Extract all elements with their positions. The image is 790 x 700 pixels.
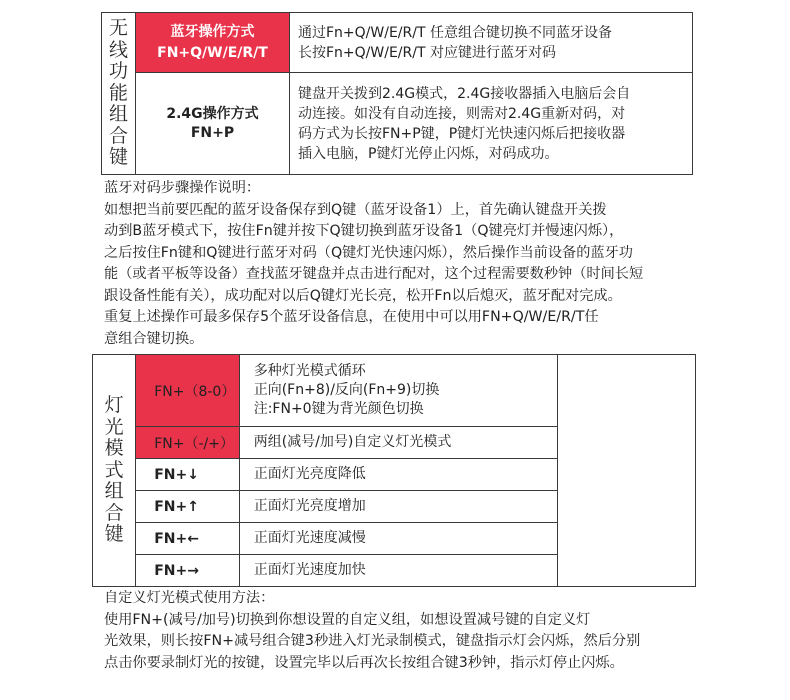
brightness-down-key: FN+↓ [136,459,240,491]
pairing-heading: 蓝牙对码步骤操作说明： [104,180,261,196]
24g-mode-title: 2.4G操作方式 [166,105,259,122]
24g-mode-key-cell [136,73,290,175]
wireless-function-table [101,12,693,175]
bluetooth-mode-combo: FN+Q/W/E/R/T [157,44,268,61]
custom-light-group-key: FN+（-/+） [136,427,240,459]
brightness-up-key: FN+↑ [136,491,240,523]
custom-lighting-instructions: 自定义灯光模式使用方法： 使用FN+(减号/加号)切换到你想设置的自定义组，如想设置减号键的自定义灯 光效果，则长按FN+减号组合键3秒进入灯光录制模式，键盘指示灯会闪烁，然后分别 点击你要录制灯光的按键，设置完毕以后再次长按组合键3秒钟，指示灯停止闪烁。 [104,590,641,671]
brightness-up-description: 正面灯光亮度增加 [239,491,558,523]
speed-down-description: 正面灯光速度减慢 [239,523,558,555]
lighting-blank-column [558,355,696,587]
wireless-side-label: 无 线 功 能 组 合 键 [102,13,136,175]
custom-lighting-heading: 自定义灯光模式使用方法： [104,590,275,606]
24g-mode-description: 键盘开关拨到2.4G模式，2.4G接收器插入电脑后会自 动连接。如没有自动连接，则需对2.4G重新对码，对 码方式为长按FN+P键，P键灯光快速闪烁后把接收器 插入电脑，P键灯光停止闪烁，对码成功。 [290,73,693,175]
lighting-side-label: 灯 光 模 式 组 合 键 [93,355,136,587]
bluetooth-mode-key-cell [136,13,290,73]
bluetooth-mode-title: 蓝牙操作方式 [170,23,255,40]
speed-down-key: FN+← [136,523,240,555]
brightness-down-description: 正面灯光亮度降低 [239,459,558,491]
24g-mode-combo: FN+P [190,124,235,141]
speed-up-description: 正面灯光速度加快 [239,555,558,587]
bluetooth-pairing-instructions: 蓝牙对码步骤操作说明： 如想把当前要匹配的蓝牙设备保存到Q键（蓝牙设备1）上，首先确认键盘开关拨 动到B蓝牙模式下，按住Fn键并按下Q键切换到蓝牙设备1（Q键亮灯并慢速闪烁）， 之后按住Fn键和Q键进行蓝牙对码（Q键灯光快速闪烁），然后操作当前设备的蓝牙功 能（或者平板等设备）查找蓝牙键盘并点击进行配对，这个过程需要数秒钟（时间长短 跟设备性能有关），成功配对以后Q键灯光长亮，松开Fn以后熄灭，蓝牙配对完成。 重复上述操作可最多保存5个蓝牙设备信息，在使用中可以用FN+Q/W/E/R/T任 意组合键切换。 [104,180,644,347]
bluetooth-mode-description: 通过Fn+Q/W/E/R/T 任意组合键切换不同蓝牙设备 长按Fn+Q/W/E/R/T 对应键进行蓝牙对码 [290,13,693,73]
speed-up-key: FN+→ [136,555,240,587]
light-mode-cycle-key: FN+（8-0） [136,355,240,427]
lighting-function-table [92,354,696,587]
light-mode-cycle-description: 多种灯光模式循环 正向(Fn+8)/反向(Fn+9)切换 注:FN+0键为背光颜色切换 [239,355,558,427]
custom-light-group-description: 两组(减号/加号)自定义灯光模式 [239,427,558,459]
